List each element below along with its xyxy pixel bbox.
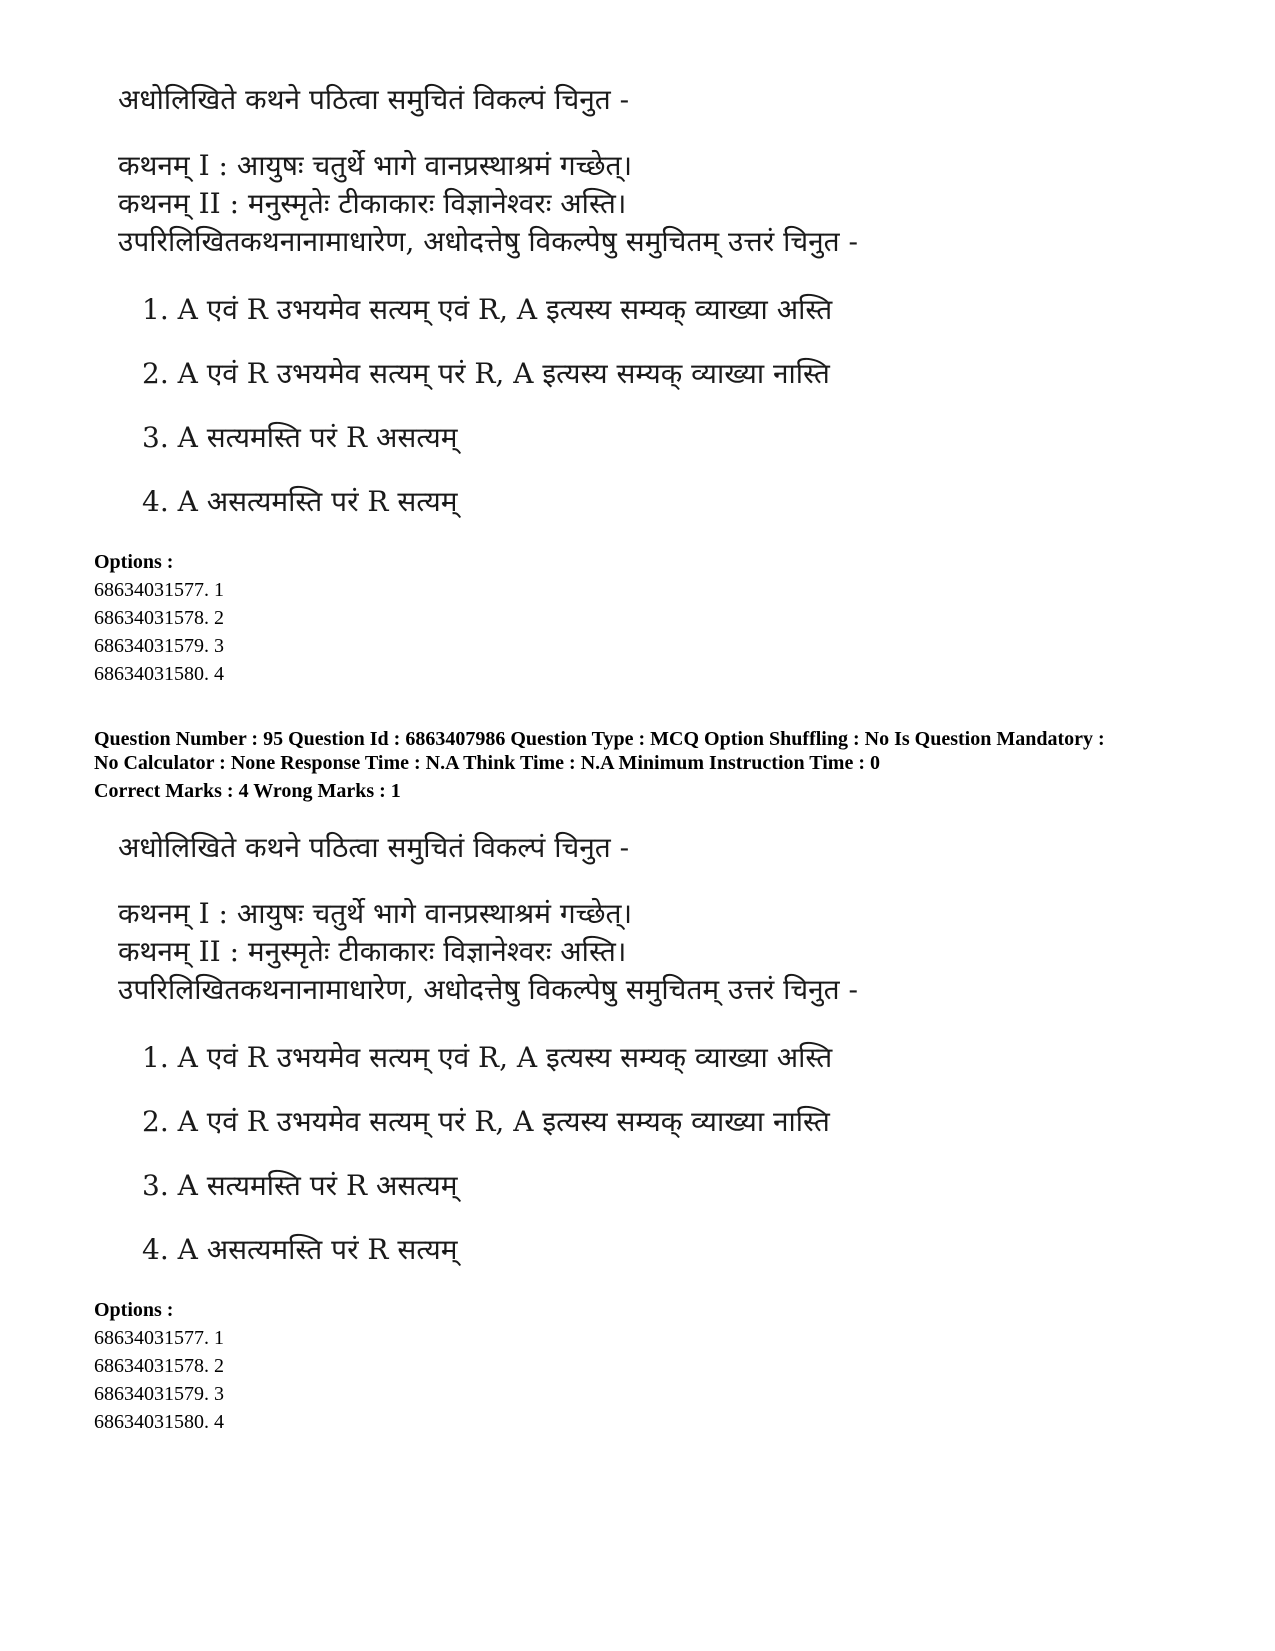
choice-1: 1. A एवं R उभयमेव सत्यम् एवं R, A इत्यस्य सम्यक् व्याख्या अस्ति [142,293,833,326]
option-3: 68634031579. 3 [94,635,224,657]
question-prompt: उपरिलिखितकथनानामाधारेण, अधोदत्तेषु विकल्पेषु समुचितम् उत्तरं चिनुत - [118,973,858,1006]
options-label: Options : [94,1299,174,1321]
choice-4: 4. A असत्यमस्ति परं R सत्यम् [142,485,458,518]
option-2: 68634031578. 2 [94,1355,224,1377]
question-instruction: अधोलिखिते कथने पठित्वा समुचितं विकल्पं चिनुत - [118,83,630,116]
statement-1: कथनम् I : आयुषः चतुर्थे भागे वानप्रस्थाश्रमं गच्छेत्। [118,149,633,182]
choice-2: 2. A एवं R उभयमेव सत्यम् परं R, A इत्यस्य सम्यक् व्याख्या नास्ति [142,357,830,390]
choice-3: 3. A सत्यमस्ति परं R असत्यम् [142,421,458,454]
option-2: 68634031578. 2 [94,607,224,629]
options-label: Options : [94,551,174,573]
question-meta-line-2: No Calculator : None Response Time : N.A Think Time : N.A Minimum Instruction Time : 0 [94,752,880,774]
choice-2: 2. A एवं R उभयमेव सत्यम् परं R, A इत्यस्य सम्यक् व्याख्या नास्ति [142,1105,830,1138]
statement-1: कथनम् I : आयुषः चतुर्थे भागे वानप्रस्थाश्रमं गच्छेत्। [118,897,633,930]
option-1: 68634031577. 1 [94,1327,224,1349]
question-image-1 [118,82,1018,532]
option-1: 68634031577. 1 [94,579,224,601]
option-4: 68634031580. 4 [94,663,224,685]
choice-3: 3. A सत्यमस्ति परं R असत्यम् [142,1169,458,1202]
statement-2: कथनम् II : मनुस्मृतेः टीकाकारः विज्ञानेश्वरः अस्ति। [118,187,627,220]
question-meta-line-1: Question Number : 95 Question Id : 6863407986 Question Type : MCQ Option Shuffling : No Is Question Mandatory : [94,728,1105,750]
option-3: 68634031579. 3 [94,1383,224,1405]
question-marks: Correct Marks : 4 Wrong Marks : 1 [94,780,401,802]
option-4: 68634031580. 4 [94,1411,224,1433]
statement-2: कथनम् II : मनुस्मृतेः टीकाकारः विज्ञानेश्वरः अस्ति। [118,935,627,968]
choice-4: 4. A असत्यमस्ति परं R सत्यम् [142,1233,458,1266]
choice-1: 1. A एवं R उभयमेव सत्यम् एवं R, A इत्यस्य सम्यक् व्याख्या अस्ति [142,1041,833,1074]
question-image-2 [118,830,1018,1280]
question-prompt: उपरिलिखितकथनानामाधारेण, अधोदत्तेषु विकल्पेषु समुचितम् उत्तरं चिनुत - [118,225,858,258]
question-instruction: अधोलिखिते कथने पठित्वा समुचितं विकल्पं चिनुत - [118,831,630,864]
